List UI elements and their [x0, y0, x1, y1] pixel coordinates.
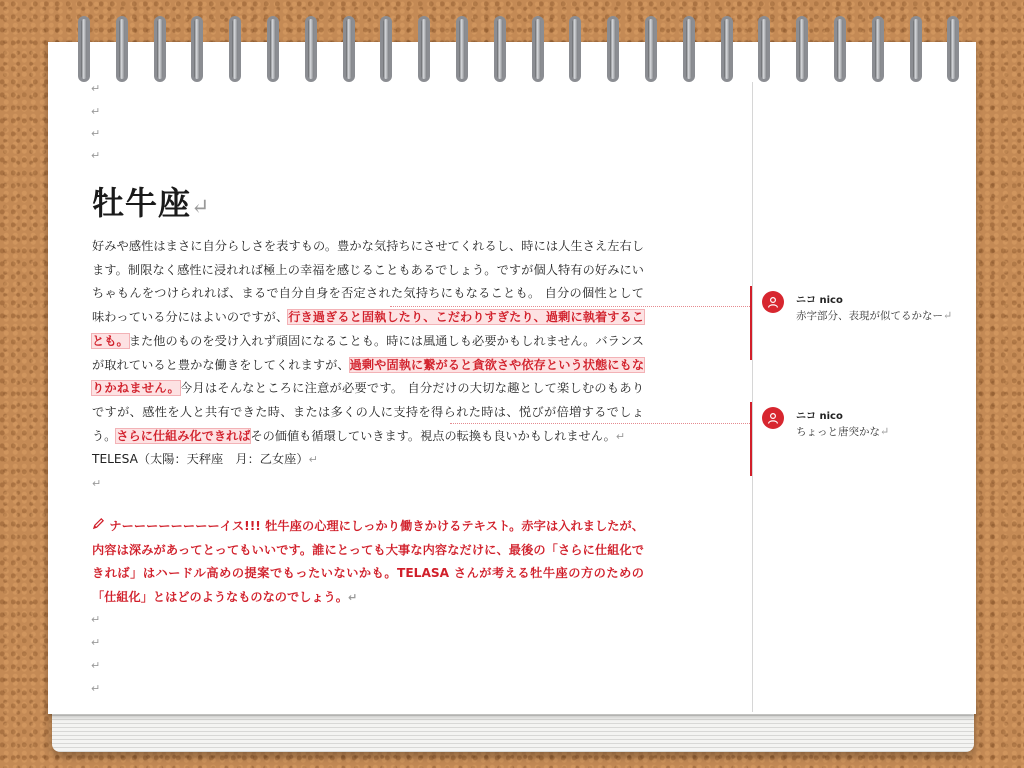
binding-ring	[910, 16, 922, 82]
comment-author: ニコ nico	[796, 411, 843, 422]
empty-paragraph-mark: ↵	[91, 105, 101, 118]
binding-ring	[872, 16, 884, 82]
body-text-segment[interactable]: 好みや感性はまさに自分らしさを表すもの。豊かな気持ちにさせてくれるし、時には人生さえ左右します。制限なく感性に浸れれば極上の幸福を感じることもあるでしょう。ですが個人特有の好みにいちゃもんをつけられれば、まるで自分自身を否定された気持ちにもなることも。 自分の個性として味わっている分にはよいのですが、	[92, 239, 644, 325]
body-text-segment[interactable]: その価値も循環していきます。視点の転換も良いかもしれません。	[250, 428, 616, 443]
body-text-segment[interactable]: また他のものを受け入れず頑固になることも。時には風通しも必要かもしれません。バランスが取れていると豊かな働きをしてくれますが、	[92, 333, 644, 372]
binding-ring	[796, 16, 808, 82]
body-text-segment[interactable]: 今月はそんなところに注意が必要です。 自分だけの大切な趣として楽しむのもありですが、感性を人と共有できた時、または多くの人に支持を得られた時は、悦びが倍増するでしょう。	[92, 381, 645, 443]
empty-paragraph-mark: ↵	[91, 636, 101, 649]
binding-ring	[683, 16, 695, 82]
binding-ring	[343, 16, 355, 82]
editor-feedback[interactable]	[92, 515, 644, 609]
feedback-text[interactable]: ナーーーーーーーーイス!!! 牡牛座の心理にしっかり働きかけるテキスト。赤字は入れましたが、内容は深みがあってとってもいいです。誰にとっても大事な内容なだけに、最後の「さらに仕組化できれば」はハードル高めの提案でもったいないかも。TELASA さんが考える牡牛座の方のための「仕組化」とはどのようなものなのでしょう。	[92, 519, 644, 604]
binding-ring	[456, 16, 468, 82]
highlighted-text[interactable]: 行き過ぎると固執したり、こだわりすぎたり、過剰に執着することも。	[92, 310, 644, 348]
comment-margin-divider	[752, 82, 753, 712]
body-paragraph[interactable]	[92, 239, 644, 443]
comment-text[interactable]: 赤字部分、表現が似てるかなー↵	[796, 309, 953, 322]
binding-ring	[494, 16, 506, 82]
empty-paragraph-mark: ↵	[91, 127, 101, 140]
paragraph-return-mark: ↵	[943, 309, 953, 322]
binding-ring	[418, 16, 430, 82]
comment-anchor-line	[450, 423, 752, 424]
binding-ring	[758, 16, 770, 82]
author-signature[interactable]: TELESA（太陽：天秤座 月：乙女座）	[92, 452, 309, 467]
binding-ring	[834, 16, 846, 82]
highlighted-text[interactable]: さらに仕組み化できれば	[116, 428, 251, 443]
binding-ring	[721, 16, 733, 82]
empty-paragraph-mark: ↵	[91, 82, 101, 95]
comment-indicator	[750, 402, 752, 476]
paragraph-return-mark: ↵	[347, 590, 358, 604]
paragraph-return-mark: ↵	[191, 195, 211, 220]
user-icon	[762, 407, 784, 429]
empty-paragraph-mark: ↵	[91, 613, 101, 626]
empty-paragraph-mark: ↵	[91, 149, 101, 162]
binding-ring	[607, 16, 619, 82]
pencil-icon	[92, 519, 109, 533]
comment-indicator	[750, 286, 752, 360]
user-icon	[762, 291, 784, 313]
highlighted-text[interactable]: 過剰や固執に繋がると貪欲さや依存という状態にもなりかねません。	[92, 357, 645, 396]
paragraph-return-mark: ↵	[92, 477, 102, 491]
paragraph-return-mark: ↵	[880, 425, 890, 438]
comment-anchor-line	[390, 306, 752, 307]
binding-ring	[380, 16, 392, 82]
binding-ring	[532, 16, 544, 82]
binding-ring	[154, 16, 166, 82]
binding-ring	[645, 16, 657, 82]
binding-ring	[569, 16, 581, 82]
binding-ring	[78, 16, 90, 82]
empty-paragraph-mark: ↵	[91, 682, 101, 695]
comment-author: ニコ nico	[796, 295, 843, 306]
document-title[interactable]	[92, 178, 210, 224]
title-text[interactable]: 牡牛座	[92, 184, 192, 222]
paragraph-return-mark: ↵	[615, 429, 626, 443]
binding-ring	[191, 16, 203, 82]
binding-ring	[947, 16, 959, 82]
binding-ring	[305, 16, 317, 82]
binding-ring	[116, 16, 128, 82]
binding-ring	[229, 16, 241, 82]
paragraph-return-mark: ↵	[308, 453, 318, 467]
comment-text[interactable]: ちょっと唐突かな↵	[796, 425, 890, 438]
binding-ring	[267, 16, 279, 82]
empty-paragraph-mark: ↵	[91, 659, 101, 672]
document-body[interactable]	[92, 235, 644, 496]
